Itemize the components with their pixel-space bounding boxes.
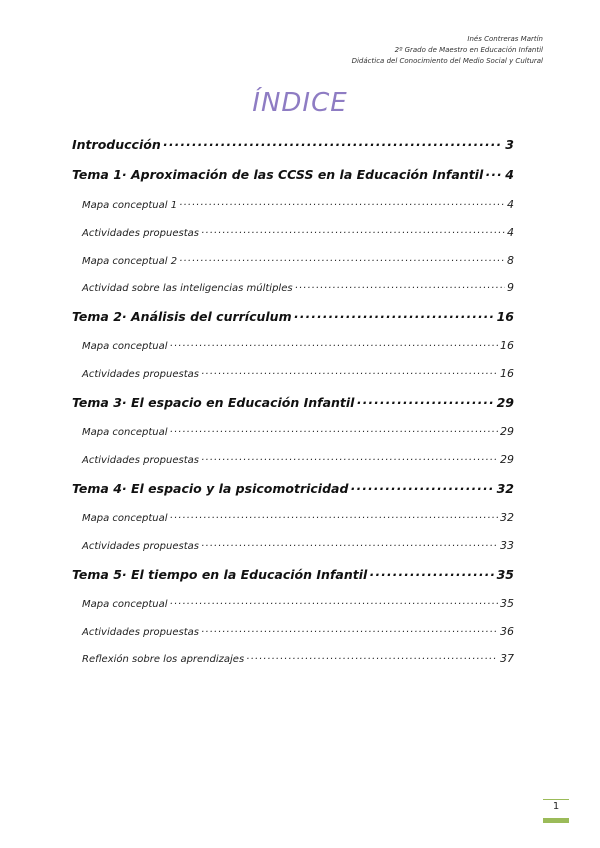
toc-entry-tema-2[interactable] — [72, 309, 514, 324]
toc-entry-label: Mapa conceptual 2 — [82, 256, 178, 267]
dot-leader — [170, 341, 498, 352]
author-name: Inés Contreras Martín — [467, 35, 543, 43]
toc-entry-page: 32 — [496, 481, 514, 496]
toc-entry-tema-5[interactable] — [72, 567, 514, 582]
degree-line: 2º Grado de Maestro en Educación Infantil — [394, 46, 543, 54]
toc-entry-page: 4 — [505, 167, 514, 182]
page-title: ÍNDICE — [252, 88, 348, 118]
toc-entry-mapa-conceptual-tema-3[interactable] — [72, 425, 514, 438]
dot-leader — [163, 137, 504, 152]
toc-entry-label: Reflexión sobre los aprendizajes — [82, 654, 245, 665]
footer-accent-bar — [543, 818, 569, 823]
toc-entry-page: 35 — [496, 567, 514, 582]
toc-entry-page: 3 — [505, 137, 514, 152]
course-line: Didáctica del Conocimiento del Medio Social y Cultural — [351, 57, 543, 65]
toc-entry-actividades-tema-2[interactable] — [72, 367, 514, 380]
toc-entry-label: Actividades propuestas — [82, 369, 199, 380]
dot-leader — [170, 513, 498, 524]
dot-leader — [201, 627, 498, 638]
dot-leader — [369, 567, 494, 582]
toc-entry-label: Actividad sobre las inteligencias múltiples — [82, 283, 293, 294]
dot-leader — [179, 200, 505, 211]
toc-entry-page: 29 — [496, 395, 514, 410]
dot-leader — [179, 256, 505, 267]
toc-entry-label: Tema 1· Aproximación de las CCSS en la Educación Infantil — [72, 167, 484, 182]
dot-leader — [170, 599, 498, 610]
toc-entry-page: 4 — [507, 198, 514, 211]
dot-leader — [201, 455, 498, 466]
dot-leader — [485, 167, 503, 182]
dot-leader — [170, 427, 498, 438]
toc-entry-label: Tema 4· El espacio y la psicomotricidad — [72, 481, 349, 496]
toc-entry-label: Actividades propuestas — [82, 627, 199, 638]
dot-leader — [294, 309, 495, 324]
toc-entry-page: 8 — [507, 254, 514, 267]
toc-entry-label: Mapa conceptual 1 — [82, 200, 178, 211]
toc-entry-tema-1[interactable] — [72, 167, 514, 182]
toc-entry-tema-4[interactable] — [72, 481, 514, 496]
toc-entry-page: 36 — [500, 625, 514, 638]
footer-rule — [543, 799, 569, 800]
document-header — [352, 34, 543, 67]
toc-entry-actividades-tema-5[interactable] — [72, 625, 514, 638]
toc-entry-page: 16 — [500, 367, 514, 380]
toc-entry-page: 4 — [507, 226, 514, 239]
toc-entry-label: Mapa conceptual — [82, 513, 168, 524]
dot-leader — [201, 228, 505, 239]
toc-entry-introduccion[interactable] — [72, 137, 514, 152]
toc-entry-label: Mapa conceptual — [82, 427, 168, 438]
toc-entry-label: Mapa conceptual — [82, 341, 168, 352]
toc-entry-mapa-conceptual-tema-5[interactable] — [72, 597, 514, 610]
toc-entry-mapa-conceptual-tema-4[interactable] — [72, 511, 514, 524]
toc-entry-mapa-conceptual-1[interactable] — [72, 198, 514, 211]
toc-entry-mapa-conceptual-tema-2[interactable] — [72, 339, 514, 352]
page-number: 1 — [552, 801, 560, 812]
toc-entry-label: Tema 5· El tiempo en la Educación Infantil — [72, 567, 368, 582]
toc-entry-label: Tema 3· El espacio en Educación Infantil — [72, 395, 355, 410]
dot-leader — [201, 369, 498, 380]
dot-leader — [295, 283, 505, 294]
toc-entry-page: 29 — [500, 425, 514, 438]
dot-leader — [201, 541, 498, 552]
toc-entry-label: Actividades propuestas — [82, 228, 199, 239]
toc-entry-label: Introducción — [72, 137, 161, 152]
toc-entry-label: Tema 2· Análisis del currículum — [72, 309, 292, 324]
toc-entry-page: 37 — [500, 652, 514, 665]
toc-entry-page: 16 — [500, 339, 514, 352]
toc-entry-page: 32 — [500, 511, 514, 524]
toc-entry-page: 35 — [500, 597, 514, 610]
dot-leader — [246, 654, 498, 665]
dot-leader — [350, 481, 494, 496]
toc-entry-tema-3[interactable] — [72, 395, 514, 410]
toc-entry-page: 9 — [507, 281, 514, 294]
toc-entry-page: 16 — [496, 309, 514, 324]
toc-entry-actividades-propuestas-1[interactable] — [72, 226, 514, 239]
toc-entry-reflexion[interactable] — [72, 652, 514, 665]
toc-entry-label: Actividades propuestas — [82, 541, 199, 552]
toc-entry-mapa-conceptual-2[interactable] — [72, 254, 514, 267]
toc-entry-actividades-tema-4[interactable] — [72, 539, 514, 552]
toc-entry-page: 29 — [500, 453, 514, 466]
toc-entry-actividades-tema-3[interactable] — [72, 453, 514, 466]
dot-leader — [356, 395, 494, 410]
toc-entry-inteligencias-multiples[interactable] — [72, 281, 514, 294]
toc-entry-page: 33 — [500, 539, 514, 552]
toc-entry-label: Mapa conceptual — [82, 599, 168, 610]
toc-entry-label: Actividades propuestas — [82, 455, 199, 466]
